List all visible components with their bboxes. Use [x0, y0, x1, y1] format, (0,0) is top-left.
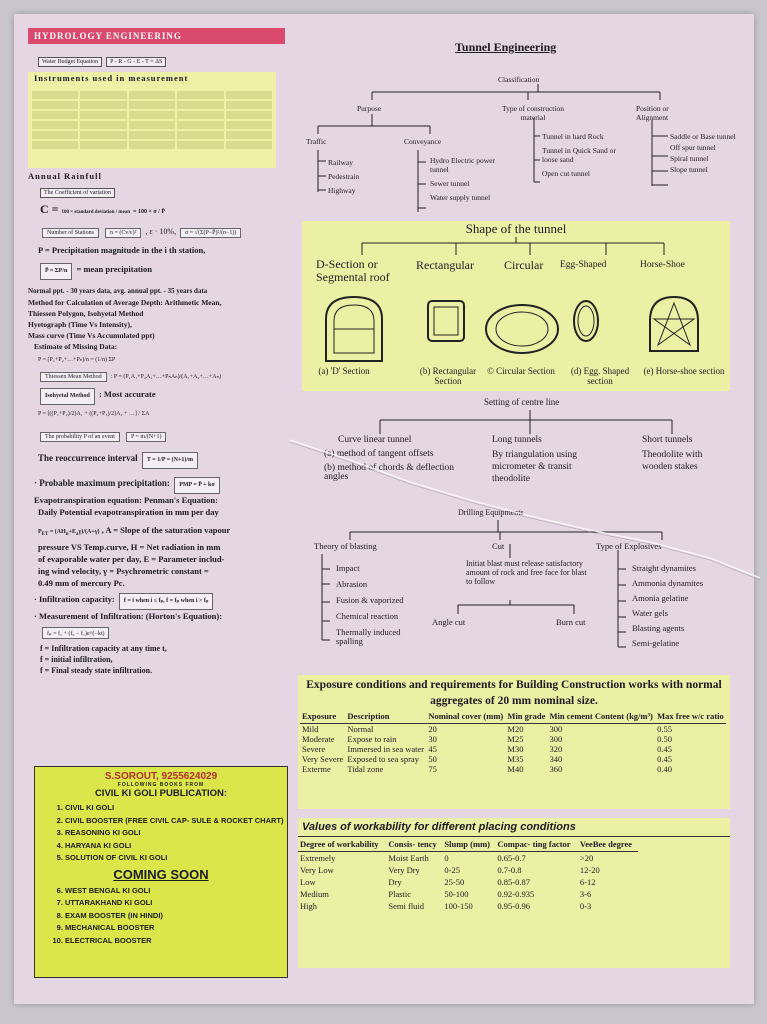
coef-row [40, 187, 290, 198]
table-cell: 100-150 [444, 901, 473, 911]
f0-def: f = initial infiltration, [40, 655, 113, 665]
table-header-cell: Description [345, 709, 426, 724]
curve-a: (a) method of tangent offsets [324, 449, 434, 459]
curve-b: (b) method of chords & deflection angles [324, 463, 455, 482]
infil-cap: Infiltration capacity: [38, 594, 115, 605]
probability-formula: P = m/(N+1) [126, 432, 167, 442]
exposure-row [300, 744, 726, 754]
thiessen-row: Thiessen Mean Method : P = (P₁A₁+P₂A₂+…+PₙAₙ)/(A₁+A₂+…+Aₙ) [38, 371, 290, 382]
thiessen-isohyetal: Thiessen Polygon, Isohyetal Method [28, 309, 144, 318]
promo-book-item: 5. SOLUTION OF CIVIL KI GOLI [65, 852, 287, 865]
pmp-row: · Probable maximum precipitation: PMP = P̄ + kσ [34, 477, 290, 494]
explosive-item: Water gels [632, 608, 668, 618]
exposure-row [300, 754, 726, 764]
recurrence-formula: T = 1/P = (N+1)/m [142, 452, 198, 469]
caption-d: (a) 'D' Section [318, 366, 370, 376]
promo-list-coming [35, 885, 287, 948]
material-item: Open cut tunnel [542, 169, 590, 178]
table-header-cell: Consis- tency [386, 837, 442, 852]
table-cell: 50 [428, 754, 437, 764]
tunnel-shape-panel [302, 221, 730, 391]
exposure-body [300, 724, 726, 775]
horton-eq-row [40, 627, 290, 639]
instruments-grid [28, 87, 276, 153]
isohyetal-method: Isohyetal Method [40, 388, 95, 405]
caption-circular: © Circular Section [487, 366, 555, 376]
exposure-title: Exposure conditions and requirements for Building Construction works with normal aggregates of 20 mm nominal size. [306, 679, 722, 707]
water-budget-row [38, 50, 290, 68]
hyetograph: Hyetograph (Time Vs Intensity), [28, 320, 132, 329]
table-cell: Immersed in sea water [347, 744, 425, 754]
table-header-cell: Nominal cover (mm) [426, 709, 505, 724]
table-cell: M40 [507, 764, 524, 774]
table-cell: 320 [549, 744, 563, 754]
table-cell: Very Low [300, 865, 334, 875]
workability-row [298, 852, 638, 865]
horton: Measurement of Infiltration: (Horton's Equation): [38, 611, 223, 622]
cv-mid: 100 × standard deviation / mean [61, 210, 131, 215]
table-cell: 300 [549, 734, 563, 744]
stations-formula-box: n = (Cv/ε)² [105, 228, 141, 238]
angle-cut: Angle cut [432, 617, 466, 627]
table-cell: 0-3 [579, 901, 592, 911]
annual-rainfall-title: Annual Rainfull [28, 171, 102, 181]
table-header-cell: Compac- ting factor [495, 837, 578, 852]
position-list [670, 132, 740, 176]
table-cell: Mild [302, 724, 319, 734]
mean-precip-row [38, 263, 290, 280]
recurrence: The reoccurrence interval [38, 453, 138, 463]
table-cell: Plastic [388, 889, 412, 899]
traffic-item: Railway [328, 158, 353, 167]
table-cell: Moist Earth [388, 853, 429, 863]
workability-row [298, 888, 638, 900]
pmp-formula: PMP = P̄ + kσ [174, 477, 219, 494]
conveyance-item: Hydro Electric power tunnel [430, 156, 495, 174]
probability-event: The probability P of an event [40, 432, 120, 442]
material-item: Tunnel in hard Rock [542, 132, 604, 141]
exposure-row [300, 734, 726, 744]
hydrology-header: HYDROLOGY ENGINEERING [28, 28, 285, 44]
burn-cut: Burn cut [556, 617, 586, 627]
long-desc: By triangulation using micrometer & transit theodolite [492, 450, 577, 484]
instruments-title: Instruments used in measurement [34, 73, 189, 83]
missing-formula: P = (P₁+P₂+…+Pₙ)/n = (1/n) ΣP [38, 357, 116, 363]
blasting-item: Impact [336, 563, 360, 573]
table-cell: 0.7-0.8 [497, 865, 522, 875]
promo-book-item: 9. MECHANICAL BOOSTER [65, 922, 287, 935]
workability-panel [298, 818, 730, 968]
evapo2: Daily Potential evapotranspiration in mm per day [38, 507, 219, 517]
cut-desc: Initiat blast must release satisfactory amount of rock and free face for blast to follow [466, 559, 587, 586]
table-cell: 0.85-0.87 [497, 877, 530, 887]
explosive-item: Straight dynamites [632, 563, 696, 573]
workability-table [298, 837, 638, 912]
drilling-title: Drilling Equipments [458, 508, 524, 517]
num-stations-label: Number of Stations [42, 228, 99, 238]
table-cell: Very Dry [388, 865, 420, 875]
table-cell: M30 [507, 744, 524, 754]
short-desc: Theodolite with wooden stakes [642, 450, 703, 472]
table-cell: 25-50 [444, 877, 465, 887]
ft-def: f = Infiltration capacity at any time t, [40, 644, 167, 654]
table-cell: Exposed to sea spray [347, 754, 419, 764]
table-cell: 50-100 [444, 889, 469, 899]
evapo7: 0.49 mm of mercury Pc. [38, 578, 125, 589]
infil-row: · Infiltration capacity: f = i when i ≤ fₚ, f = fₚ when i > fₚ [34, 593, 290, 610]
workability-title: Values of workability for different placing conditions [298, 818, 730, 837]
promo-book-item: 10. ELECTRICAL BOOSTER [65, 935, 287, 948]
table-header-cell: Slump (mm) [442, 837, 495, 852]
evapo1: Evapotranspiration equation: Penman's Equation: [34, 495, 218, 505]
num-stations-rest: , ε · 10%, [145, 227, 177, 236]
promo-book-item: 7. UTTARAKHAND KI GOLI [65, 897, 287, 910]
promo-book-item: 6. WEST BENGAL KI GOLI [65, 885, 287, 898]
horton-eq: fₚ = f꜀ + (f₀ − f꜀)e^(−kt) [42, 627, 109, 639]
promo-list-available [35, 802, 287, 865]
sigma-formula-box: σ = √(Σ(P−P̄)²/(n−1)) [180, 228, 241, 238]
evapo3: , A = Slope of the saturation vapour [101, 525, 231, 535]
table-cell: M20 [507, 724, 524, 734]
most-accurate: : Most accurate [98, 389, 156, 399]
normal-ppt: Normal ppt. - 30 years data, avg. annual ppt. - 35 years data [28, 287, 208, 295]
purpose-label: Purpose [357, 104, 382, 113]
exposure-panel [298, 675, 730, 809]
table-cell: 0.95-0.96 [497, 901, 530, 911]
caption-egg: (d) Egg. Shaped section [570, 366, 630, 386]
table-cell: 30 [428, 734, 437, 744]
table-header-cell: Exposure [300, 709, 345, 724]
table-header-cell: Max free w/c ratio [655, 709, 726, 724]
table-cell: 12-20 [579, 865, 600, 875]
instruments-panel [28, 72, 276, 168]
promo-book-item: 4. HARYANA KI GOLI [65, 840, 287, 853]
blasting-item: Fusion & vaporized [336, 595, 404, 605]
coef-label: The Coefficient of variation [40, 188, 115, 198]
explosive-title: Type of Explosives [596, 541, 662, 551]
table-cell: 0.65-0.7 [497, 853, 526, 863]
table-cell: 0.92-0.935 [497, 889, 535, 899]
table-cell: 0.45 [657, 754, 673, 764]
mean-precip: = mean precipitation [76, 264, 153, 274]
table-cell: Normal [347, 724, 374, 734]
promo-book-item: 3. REASONING KI GOLI [65, 827, 287, 840]
table-cell: >20 [579, 853, 594, 863]
cv-formula: C = 100 × standard deviation / mean = 100 × σ / P̄ [40, 202, 166, 216]
traffic-item: Pedestrain [328, 172, 360, 181]
promo-book-item: 1. CIVIL KI GOLI [65, 802, 287, 815]
promo-contact: S.SOROUT, 9255624029 [104, 771, 218, 782]
blasting-item: Thermally induced spalling [336, 627, 401, 646]
exposure-header-row [300, 709, 726, 724]
workability-row [298, 864, 638, 876]
publication-promo [34, 766, 288, 978]
table-cell: 360 [549, 764, 563, 774]
classification-label: Classification [498, 75, 540, 84]
caption-rect: (b) Rectangular Section [419, 366, 477, 386]
table-cell: 45 [428, 744, 437, 754]
infil-box: f = i when i ≤ fₚ, f = fₚ when i > fₚ [119, 593, 214, 610]
blasting-title: Theory of blasting [314, 541, 377, 551]
table-cell: 0.40 [657, 764, 673, 774]
curve-tunnel: Curve linear tunnel [338, 435, 412, 445]
shape-name-d: D-Section or Segmental roof [316, 257, 390, 284]
workability-row [298, 876, 638, 888]
position-item: Slope tunnel [670, 165, 708, 174]
table-cell: Tidal zone [347, 764, 384, 774]
precip-magnitude: P = Precipitation magnitude in the i th station, [38, 245, 206, 255]
isohyetal-row [38, 388, 290, 405]
table-cell: 0.45 [657, 744, 673, 754]
table-cell: Very Severe [302, 754, 344, 764]
table-cell: 0.55 [657, 724, 673, 734]
material-item: Tunnel in Quick Sand or loose sand [542, 146, 616, 164]
pmp: Probable maximum precipitation: [39, 478, 170, 488]
explosive-item: Ammonia dynamites [632, 578, 704, 588]
evapo5: of evaporable water per day, E = Parameter includ- [38, 554, 225, 565]
workability-body [298, 852, 638, 913]
promo-following: FOLLOWING BOOKS FROM [117, 782, 205, 788]
table-cell: Low [300, 877, 316, 887]
probability-row [38, 431, 290, 442]
horton-row: · Measurement of Infiltration: (Horton's Equation): [34, 611, 223, 622]
blasting-item: Chemical reaction [336, 611, 399, 621]
table-cell: M35 [507, 754, 524, 764]
promo-book-item: 8. EXAM BOOSTER (IN HINDI) [65, 910, 287, 923]
conveyance-item: Sewer tunnel [430, 179, 470, 188]
mean-precip-box: P̄ = ΣP/n [40, 263, 72, 280]
blasting-list [336, 564, 426, 653]
exposure-table [300, 709, 726, 774]
fc-def: f = Final steady state infiltration. [40, 666, 153, 676]
table-cell: 75 [428, 764, 437, 774]
cut-title: Cut [492, 541, 505, 551]
method-calc: Method for Calculation of Average Depth: Arithmetic Mean, [28, 298, 222, 307]
conveyance-list [430, 156, 500, 207]
workability-header-row [298, 837, 638, 852]
water-budget-label: Water Budget Equation [38, 57, 102, 67]
table-header-cell: Degree of workability [298, 837, 386, 852]
table-cell: 0-25 [444, 865, 460, 875]
blasting-item: Abrasion [336, 579, 368, 589]
table-cell: Semi fluid [388, 901, 425, 911]
traffic-list [328, 156, 359, 198]
position-item: Saddle or Base tunnel [670, 132, 736, 141]
table-header-cell: VeeBee degree [578, 837, 638, 852]
table-cell: 300 [549, 724, 563, 734]
table-cell: 20 [428, 724, 437, 734]
position-label: Position or Alignment [636, 104, 669, 122]
exposure-row [300, 764, 726, 774]
table-cell: Severe [302, 744, 326, 754]
caption-horseshoe: (e) Horse-shoe section [643, 366, 725, 376]
centre-line-title: Setting of centre line [484, 397, 560, 407]
missing-data: Estimate of Missing Data: [34, 342, 118, 351]
traffic-label: Traffic [306, 137, 327, 146]
evapo4: pressure VS Temp.curve, H = Net radiation in mm [38, 542, 221, 553]
shape-name-rect: Rectangular [416, 258, 474, 272]
stations-row [40, 227, 290, 238]
evapo6: ing wind velocity, γ = Psychrometric constant = [38, 566, 209, 577]
explosive-item: Blasting agents [632, 623, 685, 633]
recurrence-row [38, 452, 290, 469]
short-tunnels: Short tunnels [642, 435, 693, 445]
cv-rhs: = 100 × σ / P̄ [133, 209, 166, 215]
promo-publication: CIVIL KI GOLI PUBLICATION: [94, 788, 228, 799]
shape-name-egg: Egg-Shaped [560, 260, 607, 270]
isohyetal-formula: P = [((P₁+P₂)/2)A₁ + ((P₂+P₃)/2)A₂ + …] / ΣA [38, 411, 150, 417]
conveyance-item: Water supply tunnel [430, 193, 491, 202]
table-cell: Expose to rain [347, 734, 397, 744]
promo-book-item: 2. CIVIL BOOSTER (FREE CIVIL CAP- SULE & ROCKET CHART) [65, 815, 287, 828]
table-cell: Exterme [302, 764, 331, 774]
table-cell: Dry [388, 877, 402, 887]
table-cell: Extremely [300, 853, 336, 863]
table-cell: 0.50 [657, 734, 673, 744]
conveyance-label: Conveyance [404, 137, 442, 146]
classification-tree [300, 70, 730, 220]
table-cell: High [300, 901, 317, 911]
hydrology-column [28, 28, 290, 676]
explosive-list [632, 564, 732, 654]
coming-soon: COMING SOON [113, 866, 209, 882]
traffic-item: Highway [328, 186, 356, 195]
evapo3-row: $P_{ET} = (AH_n+E_a\gamma)/(A+\gamma)$ , A = Slope of the saturation vapour [38, 525, 231, 538]
table-cell: 6-12 [579, 877, 596, 887]
explosive-item: Semi-gelatine [632, 638, 680, 648]
table-header-cell: Min cement Content (kg/m³) [548, 709, 656, 724]
workability-row [298, 900, 638, 912]
table-cell: 340 [549, 754, 563, 764]
thiessen-method: Thiessen Mean Method [40, 372, 107, 382]
exposure-row [300, 724, 726, 735]
position-item: Spiral tunnel [670, 154, 709, 163]
long-tunnels: Long tunnels [492, 435, 542, 445]
explosive-item: Amonia gelatine [632, 593, 689, 603]
table-header-cell: Min grade [505, 709, 547, 724]
shape-name-horseshoe: Horse-Shoe [640, 260, 685, 270]
position-item: Off spur tunnel [670, 143, 716, 152]
table-cell: Moderate [302, 734, 335, 744]
construction-label: Type of construction material [502, 104, 564, 122]
tunnel-title: Tunnel Engineering [455, 40, 557, 54]
shape-name-circular: Circular [504, 258, 544, 272]
table-cell: 3-6 [579, 889, 592, 899]
material-list [542, 132, 622, 183]
shape-title: Shape of the tunnel [465, 221, 567, 236]
mass-curve: Mass curve (Time Vs Accumulated ppt) [28, 331, 155, 340]
water-budget-eq: P - R - G - E - T = ΔS [106, 57, 166, 67]
table-cell: 0 [444, 853, 449, 863]
cv-lhs: C [40, 202, 49, 216]
table-cell: Medium [300, 889, 329, 899]
table-cell: M25 [507, 734, 524, 744]
